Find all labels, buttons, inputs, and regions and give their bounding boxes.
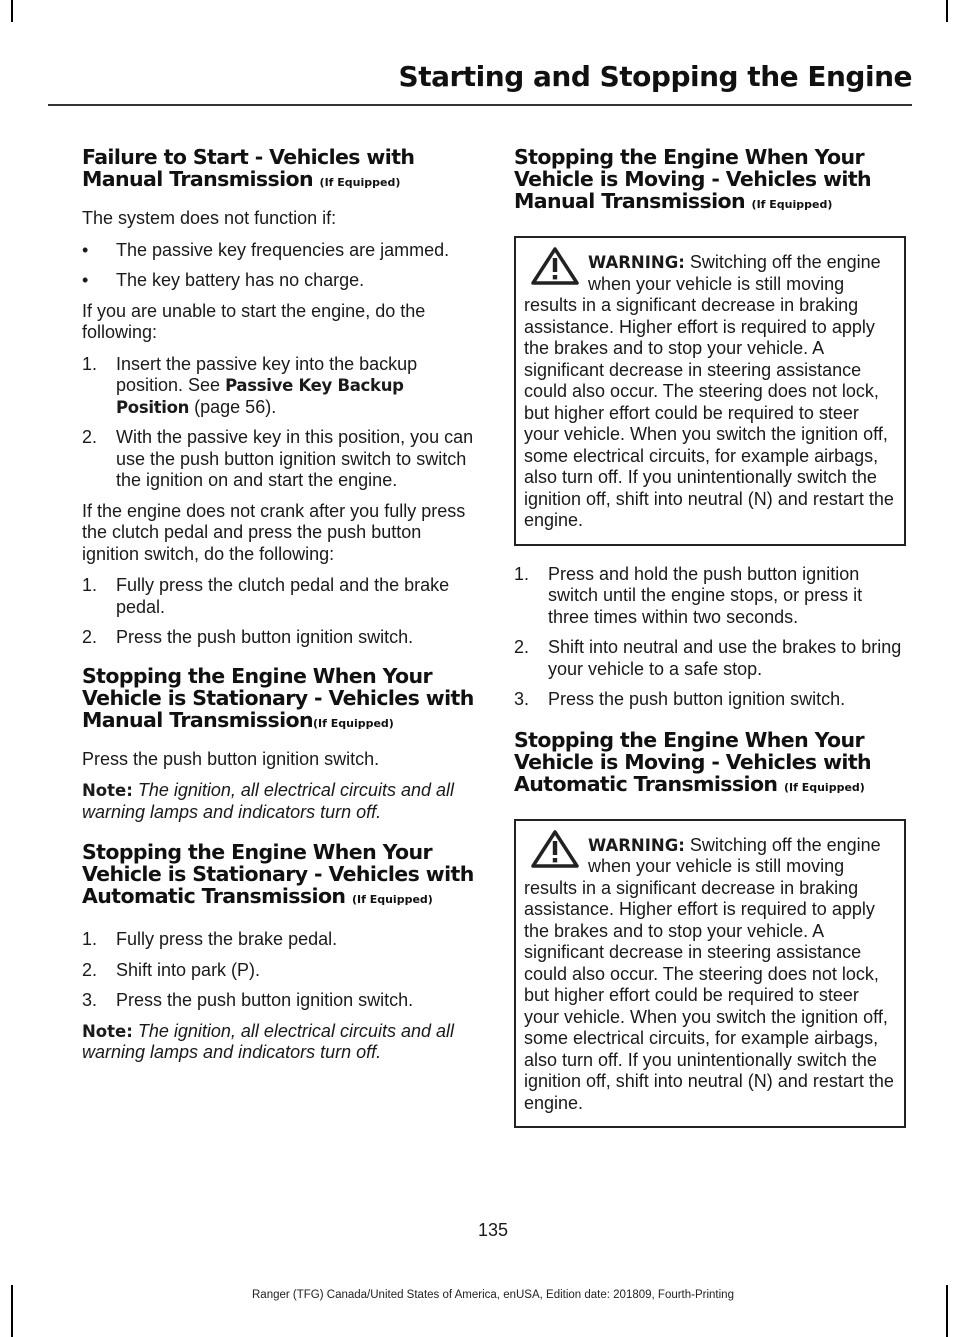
left-column [82, 146, 476, 1074]
paragraph: Press the push button ignition switch. [82, 748, 380, 769]
warning-label: WARNING: [588, 835, 685, 855]
warning-triangle-icon [530, 829, 580, 869]
list-item: • The key battery has no charge. [82, 270, 365, 290]
list-item: 3. Press the push button ignition switch. [82, 990, 414, 1010]
page-header-title: Starting and Stopping the Engine [398, 60, 912, 93]
warning-triangle-icon [530, 246, 580, 286]
section-heading: Stopping the Engine When Your Vehicle is Stationary - Vehicles with Manual Transmission(If Equipped) [82, 663, 474, 732]
list-item: 1. Fully press the brake pedal. [82, 929, 338, 949]
list-item: 2. With the passive key in this position, you can use the push button ignition switch to switch the ignition on and start the engine. [82, 427, 474, 490]
list-item: • The passive key frequencies are jammed. [82, 239, 450, 260]
crop-mark [11, 0, 13, 22]
paragraph: If the engine does not crank after you fully press the clutch pedal and press the push button ignition switch, do the following: [82, 500, 466, 564]
section-heading: Failure to Start - Vehicles with Manual Transmission (If Equipped) [82, 145, 415, 191]
section-heading: Stopping the Engine When Your Vehicle is Moving - Vehicles with Automatic Transmission (If Equipped) [514, 727, 872, 796]
list-item: 1. Insert the passive key into the backup position. See Passive Key Backup Position (page 56). [82, 353, 418, 417]
warning-box [514, 236, 906, 546]
footer-edition-info: Ranger (TFG) Canada/United States of America, enUSA, Edition date: 201809, Fourth-Printing [252, 1289, 734, 1301]
list-item: 3. Press the push button ignition switch. [514, 689, 846, 709]
page-number: 135 [477, 1220, 509, 1240]
warning-box [514, 819, 906, 1129]
warning-text: Switching off the engine when your vehicle is still moving results in a significant decrease in braking assistance. Higher effort is required to apply the brakes and to stop your vehicle. A significant decrease in steering assistance could also occur. The steering does not lock, but higher effort could be required to steer your vehicle. When you switch the ignition off, some electrical circuits, for example airbags, also turn off. If you unintentionally switch the ignition off, shift into neutral (N) and restart the engine. [524, 834, 894, 1113]
crop-mark [946, 0, 948, 22]
header-rule [48, 104, 912, 106]
warning-text: Switching off the engine when your vehicle is still moving results in a significant decrease in braking assistance. Higher effort is required to apply the brakes and to stop your vehicle. A significant decrease in steering assistance could also occur. The steering does not lock, but higher effort could be required to steer your vehicle. When you switch the ignition off, some electrical circuits, for example airbags, also turn off. If you unintentionally switch the ignition off, shift into neutral (N) and restart the engine. [524, 252, 894, 530]
paragraph: If you are unable to start the engine, do the following: [82, 300, 426, 342]
list-item: 2. Shift into park (P). [82, 959, 261, 980]
note: Note: The ignition, all electrical circuits and all warning lamps and indicators turn off. [82, 1020, 454, 1062]
list-item: 1. Press and hold the push button ignition switch until the engine stops, or press it three times within two seconds. [514, 563, 863, 627]
section-heading: Stopping the Engine When Your Vehicle is Stationary - Vehicles with Automatic Transmission (If Equipped) [82, 840, 474, 908]
note: Note: The ignition, all electrical circuits and all warning lamps and indicators turn off. [82, 780, 454, 822]
section-heading: Stopping the Engine When Your Vehicle is Moving - Vehicles with Manual Transmission (If Equipped) [514, 145, 872, 213]
paragraph: The system does not function if: [82, 208, 337, 228]
list-item: 2. Shift into neutral and use the brakes to bring your vehicle to a safe stop. [514, 637, 902, 679]
right-column [514, 146, 906, 1146]
list-item: 1. Fully press the clutch pedal and the brake pedal. [82, 575, 450, 617]
list-item: 2. Press the push button ignition switch. [82, 627, 414, 647]
cross-reference-link[interactable]: Passive Key Backup Position [116, 376, 404, 417]
warning-label: WARNING: [588, 253, 685, 272]
